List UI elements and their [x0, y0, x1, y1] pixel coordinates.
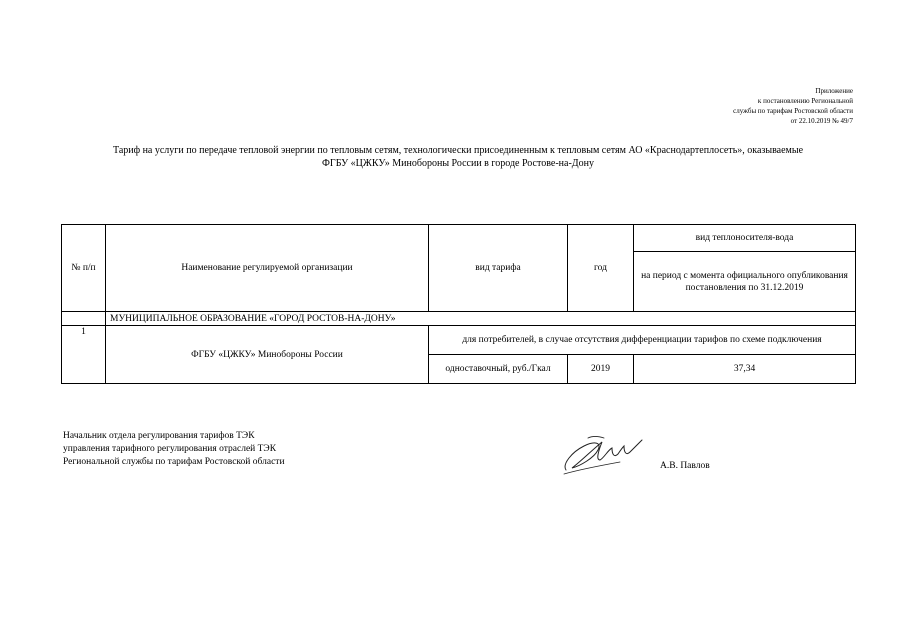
title-line-1: Тариф на услуги по передаче тепловой энергии по тепловым сетям, технологически присоединенным к тепловым сетям АО «Краснодартеплосеть», оказываемые [112, 145, 804, 156]
row-consumer-note: для потребителей, в случае отсутствия дифференциации тарифов по схеме подключения [429, 326, 856, 355]
row-number: 1 [62, 326, 106, 384]
header-number: № п/п [62, 225, 106, 312]
footer-line: управления тарифного регулирования отраслей ТЭК [63, 444, 277, 454]
row-tariff-type: одноставочный, руб./Гкал [429, 355, 568, 384]
section-number-cell [62, 312, 106, 326]
header-period: на период с момента официального опубликования постановления по 31.12.2019 [634, 252, 856, 312]
header-year: год [568, 225, 634, 312]
row-value: 37,34 [634, 355, 856, 384]
tariff-table [61, 224, 856, 384]
header-tariff-type: вид тарифа [429, 225, 568, 312]
title-line-2: ФГБУ «ЦЖКУ» Минобороны России в городе Ростове-на-Дону [322, 158, 594, 169]
header-carrier: вид теплоносителя-вода [634, 225, 856, 252]
appendix-line: Приложение [815, 87, 853, 95]
footer-position [63, 430, 285, 469]
footer-line: Начальник отдела регулирования тарифов ТЭК [63, 431, 255, 441]
header-organization: Наименование регулируемой организации [106, 225, 429, 312]
row-year: 2019 [568, 355, 634, 384]
appendix-line: службы по тарифам Ростовской области [733, 107, 853, 115]
row-organization: ФГБУ «ЦЖКУ» Минобороны России [106, 326, 429, 384]
appendix-line: к постановлению Региональной [757, 97, 853, 105]
appendix-line: от 22.10.2019 № 49/7 [790, 117, 853, 125]
signature-image [558, 430, 650, 478]
section-title: МУНИЦИПАЛЬНОЕ ОБРАЗОВАНИЕ «ГОРОД РОСТОВ-НА-ДОНУ» [106, 312, 856, 326]
appendix-block [733, 86, 853, 126]
signer-name: А.В. Павлов [660, 461, 710, 471]
footer-line: Региональной службы по тарифам Ростовской области [63, 457, 285, 467]
document-title [60, 144, 856, 170]
